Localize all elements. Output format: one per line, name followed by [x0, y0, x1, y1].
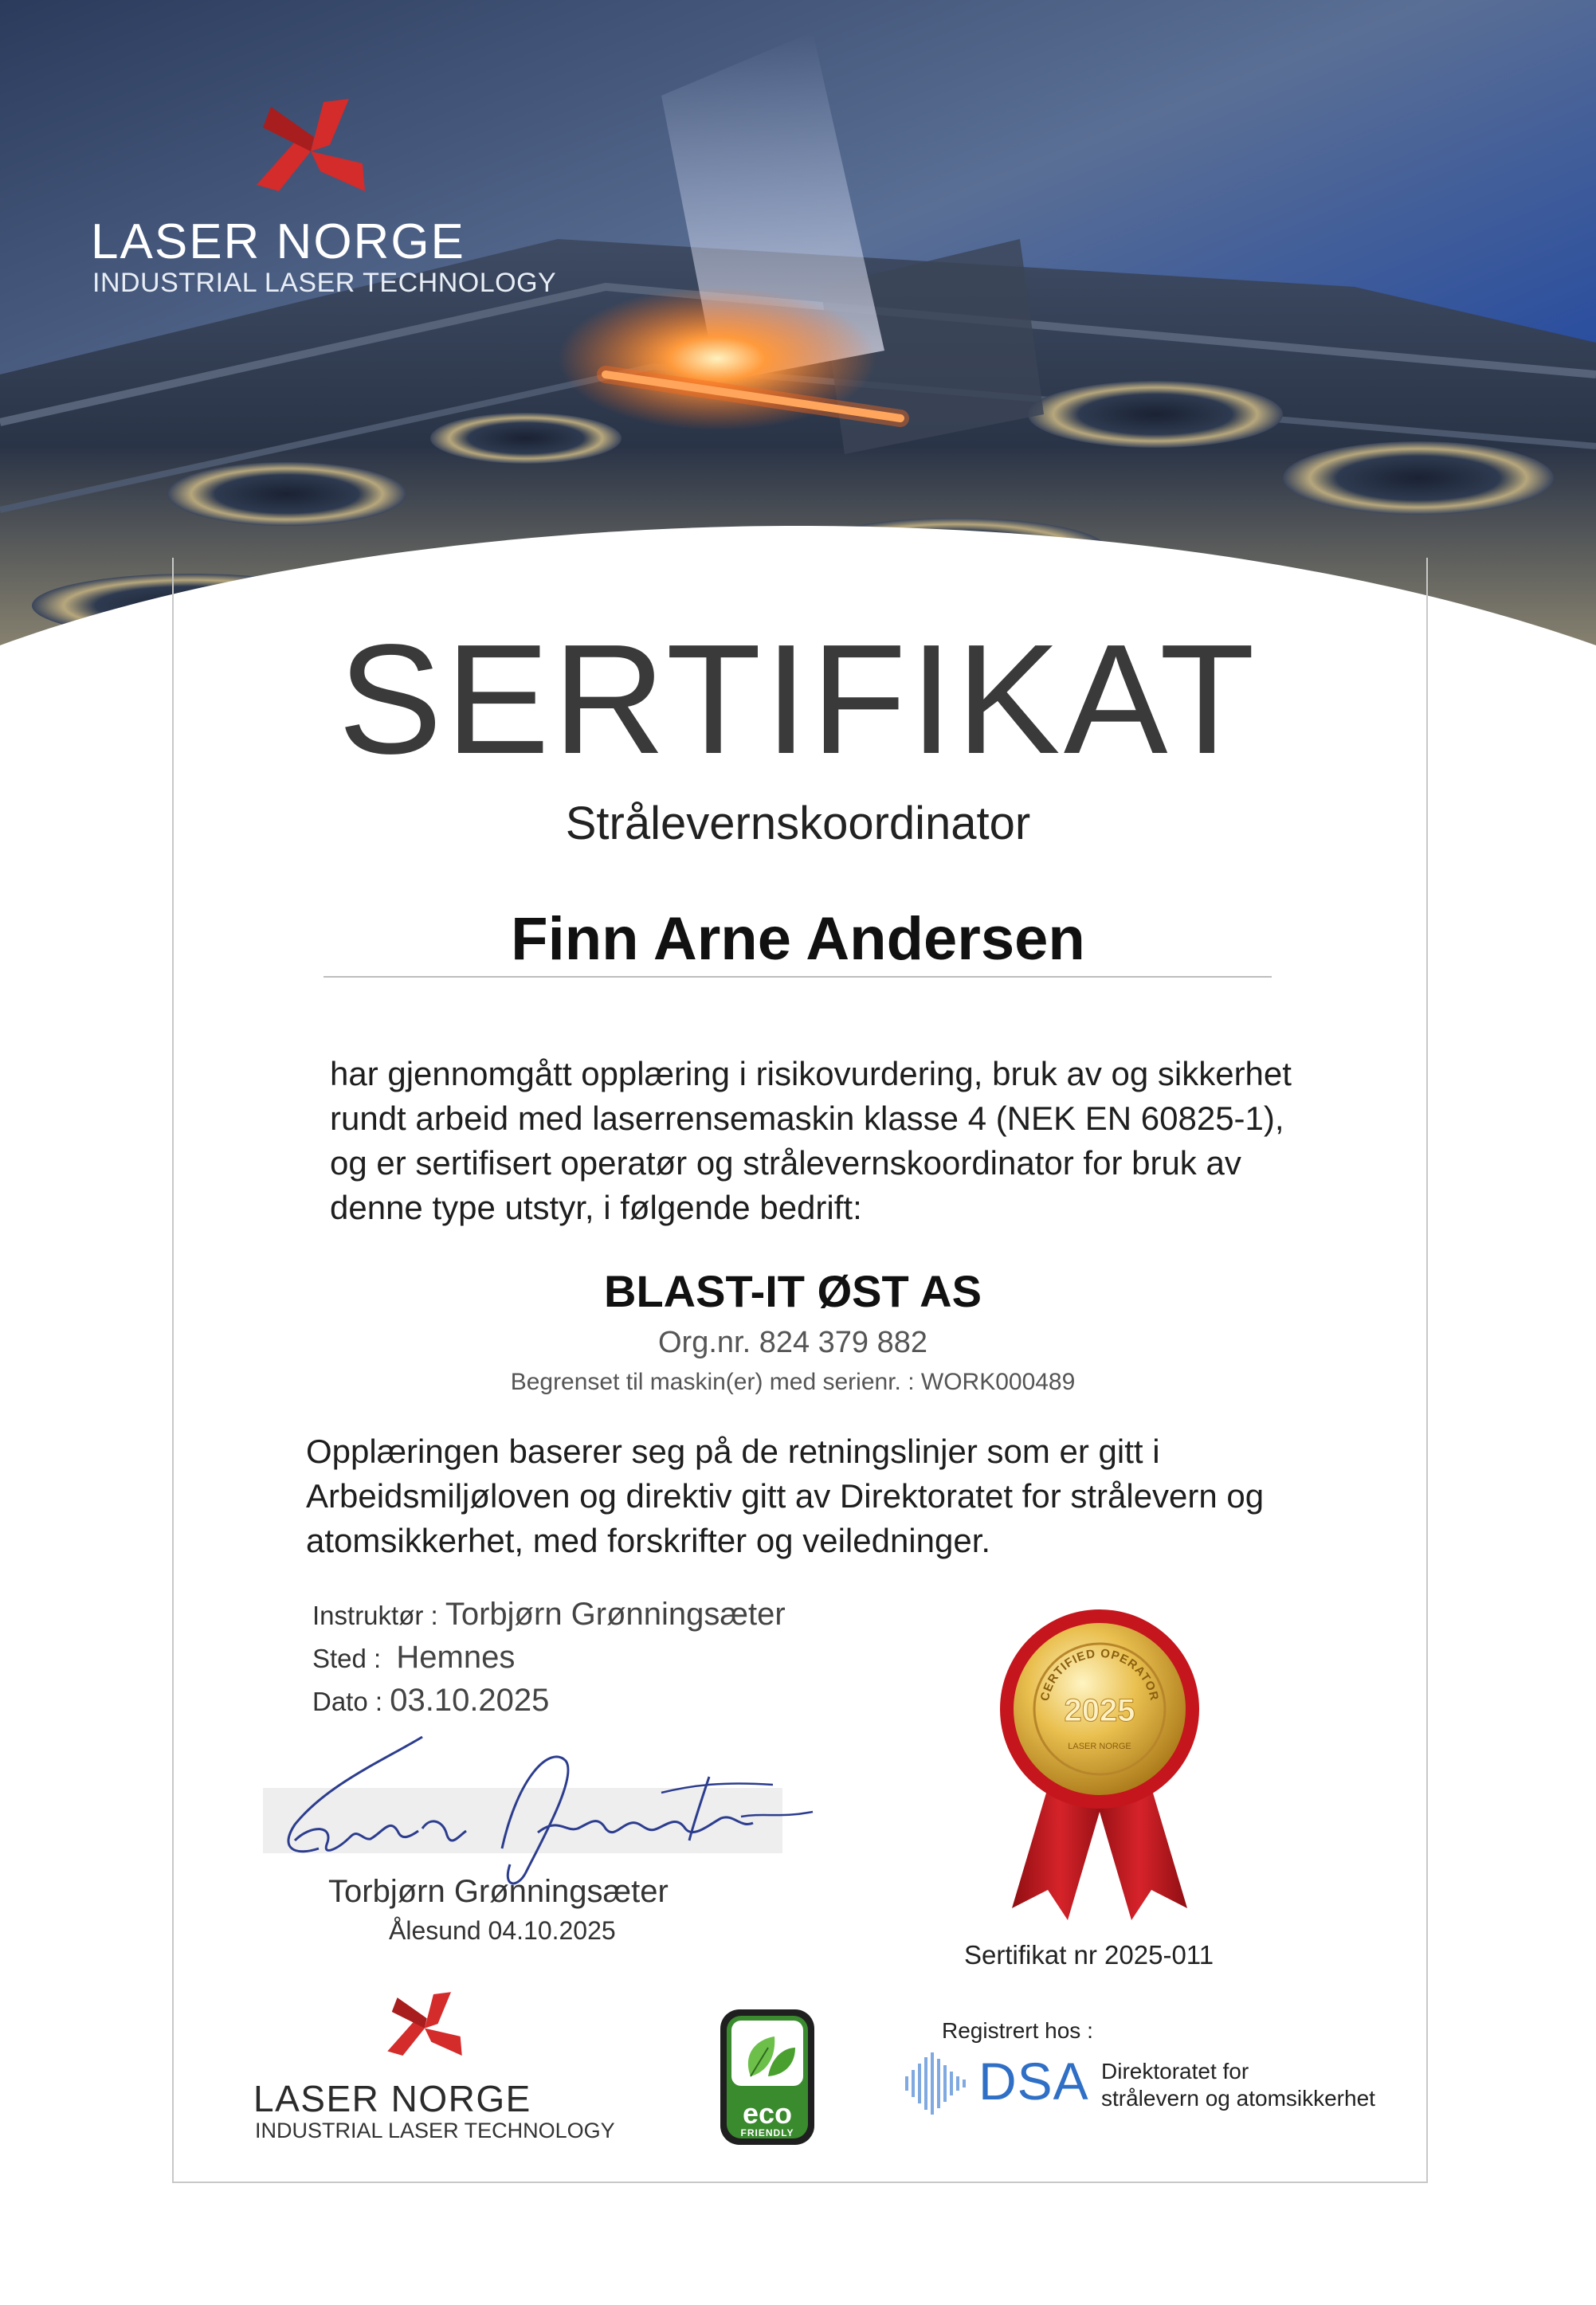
- signatory-name: Torbjørn Grønningsæter: [328, 1874, 669, 1909]
- laser-norge-logo-icon: [247, 96, 374, 215]
- name-underline: [324, 976, 1272, 978]
- header-brand: LASER NORGE: [91, 214, 465, 269]
- seal-year: 2025: [1064, 1693, 1135, 1728]
- org-number: Org.nr. 824 379 882: [657, 1326, 928, 1359]
- dsa-wave-icon: [902, 2048, 974, 2119]
- laser-norge-logo-icon: [381, 1988, 469, 2074]
- serial-restriction: Begrenset til maskin(er) med serienr. : WORK000489: [510, 1369, 1076, 1395]
- eco-sub-label: FRIENDLY: [740, 2127, 794, 2138]
- certificate-title: SERTIFIKAT: [338, 612, 1258, 786]
- footer-brand: LASER NORGE: [253, 2078, 531, 2119]
- dsa-logo: [902, 2048, 1412, 2119]
- signatory-place-date: Ålesund 04.10.2025: [389, 1916, 616, 1945]
- header-tagline: INDUSTRIAL LASER TECHNOLOGY: [92, 268, 557, 298]
- place-row: [312, 1640, 515, 1676]
- basis-line: Arbeidsmiljøloven og direktiv gitt av Direktoratet for strålevern og: [306, 1477, 1265, 1515]
- date-value: 03.10.2025: [390, 1683, 550, 1718]
- place-label: Sted :: [312, 1644, 382, 1673]
- footer-tagline: INDUSTRIAL LASER TECHNOLOGY: [255, 2119, 615, 2142]
- dsa-name-line1: Direktoratet for: [1101, 2059, 1249, 2084]
- instructor-label: Instruktør :: [312, 1601, 438, 1630]
- certificate-number: Sertifikat nr 2025-011: [964, 1940, 1214, 1970]
- dsa-abbreviation: DSA: [978, 2052, 1089, 2111]
- company-name: BLAST-IT ØST AS: [604, 1266, 982, 1316]
- instructor-row: [312, 1597, 786, 1633]
- recipient-name: Finn Arne Andersen: [511, 905, 1085, 973]
- description-paragraph: [330, 1052, 1292, 1230]
- certificate-subtitle: Strålevernskoordinator: [565, 798, 1031, 849]
- date-row: [312, 1683, 549, 1719]
- basis-line: Opplæringen baserer seg på de retningslinjer som er gitt i: [306, 1433, 1160, 1470]
- instructor-value: Torbjørn Grønningsæter: [445, 1597, 786, 1632]
- seal-ring-text: CERTIFIED OPERATOR: [1037, 1646, 1162, 1703]
- date-label: Dato :: [312, 1687, 383, 1716]
- place-value: Hemnes: [396, 1640, 516, 1675]
- dsa-name-line2: strålevern og atomsikkerhet: [1101, 2086, 1375, 2111]
- eco-badge: [719, 2008, 816, 2146]
- description-line: har gjennomgått opplæring i risikovurdering, bruk av og sikkerhet: [330, 1055, 1292, 1092]
- basis-paragraph: [306, 1429, 1310, 1563]
- basis-line: atomsikkerhet, med forskrifter og veiledninger.: [306, 1522, 991, 1559]
- description-line: rundt arbeid med laserrensemaskin klasse 4 (NEK EN 60825-1),: [330, 1100, 1284, 1137]
- registered-label: Registrert hos :: [942, 2018, 1093, 2043]
- description-line: denne type utstyr, i følgende bedrift:: [330, 1189, 862, 1226]
- header-logo: [88, 96, 557, 303]
- description-line: og er sertifisert operatør og strålevernskoordinator for bruk av: [330, 1144, 1241, 1182]
- eco-label: eco: [742, 2097, 793, 2130]
- seal-bottom-text: LASER NORGE: [1068, 1742, 1131, 1751]
- footer-logo: [252, 1988, 615, 2147]
- certified-seal-icon: [980, 1601, 1219, 1936]
